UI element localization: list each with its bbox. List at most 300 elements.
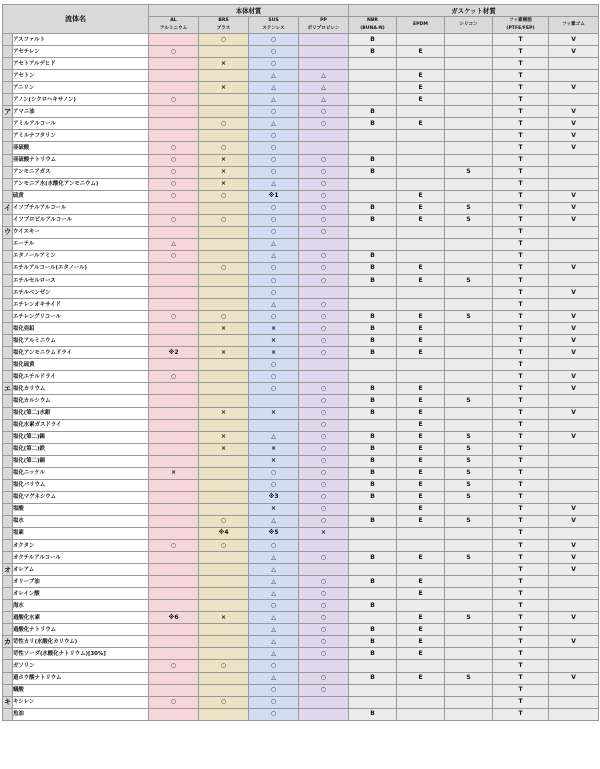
compatibility-cell: T [493,527,549,539]
compatibility-cell: T [493,467,549,479]
compatibility-cell [199,130,249,142]
compatibility-cell [149,407,199,419]
compatibility-cell: T [493,323,549,335]
compatibility-cell: ○ [299,588,349,600]
compatibility-cell: T [493,576,549,588]
table-row [3,359,599,371]
column-header [199,17,249,34]
fluid-name: オクタン [13,540,149,552]
compatibility-cell [349,588,397,600]
table-row [3,648,599,660]
compatibility-cell [349,190,397,202]
kana-group-label [3,311,13,323]
compatibility-cell: B [349,576,397,588]
compatibility-cell [445,299,493,311]
fluid-name: エチルセルロース [13,274,149,286]
compatibility-cell: ○ [299,684,349,696]
fluid-name: ガソリン [13,660,149,672]
compatibility-cell [299,130,349,142]
compatibility-cell: B [349,214,397,226]
compatibility-cell: ○ [199,515,249,527]
compatibility-cell: B [349,46,397,58]
compatibility-cell: × [199,58,249,70]
compatibility-cell: ○ [249,226,299,238]
compatibility-cell [199,371,249,383]
compatibility-cell: ○ [249,58,299,70]
compatibility-cell [299,359,349,371]
compatibility-cell: ○ [249,684,299,696]
fluid-name: アスファルト [13,34,149,46]
compatibility-cell: B [349,636,397,648]
table-row [3,335,599,347]
compatibility-cell: E [397,515,445,527]
compatibility-cell: ○ [249,287,299,299]
compatibility-cell [299,238,349,250]
compatibility-cell: ○ [199,540,249,552]
compatibility-cell [149,383,199,395]
compatibility-cell [445,178,493,190]
compatibility-cell [149,287,199,299]
column-header [349,17,397,34]
table-row [3,540,599,552]
compatibility-cell: T [493,395,549,407]
compatibility-cell: E [397,274,445,286]
compatibility-cell: T [493,311,549,323]
compatibility-cell [445,624,493,636]
table-row [3,636,599,648]
compatibility-cell [149,395,199,407]
compatibility-cell: T [493,287,549,299]
compatibility-cell [349,142,397,154]
compatibility-cell [445,70,493,82]
compatibility-cell: S [445,491,493,503]
compatibility-cell: T [493,648,549,660]
compatibility-cell: ○ [299,347,349,359]
kana-group-label [3,431,13,443]
fluid-name: 塩化アルミニウム [13,335,149,347]
fluid-name: 塩化硫黄 [13,359,149,371]
fluid-name: イソプロピルアルコール [13,214,149,226]
fluid-name: アセチレン [13,46,149,58]
compatibility-cell: × [249,455,299,467]
compatibility-cell: ○ [149,371,199,383]
compatibility-cell [397,684,445,696]
kana-group-label [3,419,13,431]
column-header-label: ポリプロピレン [307,26,340,32]
compatibility-cell [149,564,199,576]
fluid-name: 塩化(第二)水銀 [13,407,149,419]
compatibility-cell: V [549,503,599,515]
compatibility-cell [149,648,199,660]
header-fluid-name: 流体名 [3,5,149,34]
table-row [3,696,599,708]
column-header [445,17,493,34]
fluid-name: 塩化エチルドライ [13,371,149,383]
kana-group-label [3,443,13,455]
compatibility-cell [349,287,397,299]
compatibility-cell: S [445,455,493,467]
compatibility-cell [199,202,249,214]
compatibility-cell [349,540,397,552]
kana-group-label [3,455,13,467]
compatibility-cell: ○ [299,202,349,214]
compatibility-cell: × [249,347,299,359]
fluid-name: アミルナフタリン [13,130,149,142]
compatibility-cell: V [549,540,599,552]
table-row [3,600,599,612]
compatibility-cell [445,419,493,431]
compatibility-cell [299,564,349,576]
compatibility-cell [549,479,599,491]
compatibility-cell [445,407,493,419]
compatibility-cell: V [549,130,599,142]
compatibility-cell [149,455,199,467]
compatibility-cell: B [349,467,397,479]
compatibility-cell: V [549,142,599,154]
fluid-name: 亜硫酸 [13,142,149,154]
compatibility-cell [149,299,199,311]
compatibility-cell: E [397,335,445,347]
compatibility-cell: ○ [249,708,299,720]
compatibility-cell [149,515,199,527]
fluid-name: 塩水 [13,515,149,527]
compatibility-cell: ○ [299,166,349,178]
compatibility-cell: T [493,335,549,347]
compatibility-cell [549,648,599,660]
compatibility-cell [299,660,349,672]
compatibility-cell: T [493,564,549,576]
compatibility-cell [199,383,249,395]
kana-group-label [3,371,13,383]
compatibility-cell [445,708,493,720]
compatibility-cell [445,383,493,395]
kana-group-label: カ [3,636,13,648]
compatibility-cell [397,58,445,70]
compatibility-cell [199,576,249,588]
compatibility-cell: T [493,588,549,600]
compatibility-cell: T [493,624,549,636]
compatibility-cell: ○ [199,696,249,708]
fluid-name: 塩化亜鉛 [13,323,149,335]
compatibility-cell [149,431,199,443]
compatibility-cell: T [493,407,549,419]
compatibility-cell [149,491,199,503]
compatibility-cell [199,94,249,106]
compatibility-cell [349,527,397,539]
compatibility-cell [149,226,199,238]
compatibility-cell [199,46,249,58]
column-header-code: EPDM [413,22,428,28]
compatibility-cell: ○ [199,190,249,202]
compatibility-cell: ○ [299,299,349,311]
compatibility-cell: V [549,612,599,624]
compatibility-cell: E [397,323,445,335]
table-row [3,552,599,564]
compatibility-cell: ○ [149,311,199,323]
table-row [3,588,599,600]
compatibility-cell: ○ [299,250,349,262]
compatibility-cell: T [493,166,549,178]
kana-group-label: キ [3,696,13,708]
compatibility-cell [149,359,199,371]
compatibility-cell: V [549,118,599,130]
compatibility-cell: ○ [149,46,199,58]
compatibility-cell [445,130,493,142]
compatibility-cell: B [349,262,397,274]
fluid-name: 塩化(第二)鉄 [13,443,149,455]
compatibility-cell: E [397,467,445,479]
compatibility-cell: ○ [249,371,299,383]
compatibility-cell [199,672,249,684]
table-row [3,262,599,274]
compatibility-cell: × [199,178,249,190]
compatibility-cell [149,323,199,335]
column-header-code: PP [320,18,327,24]
compatibility-cell: T [493,552,549,564]
compatibility-cell [199,70,249,82]
compatibility-cell [199,600,249,612]
compatibility-cell: B [349,552,397,564]
compatibility-cell: ※5 [249,527,299,539]
table-row [3,383,599,395]
compatibility-cell: B [349,624,397,636]
fluid-name: 塩化水素ガスドライ [13,419,149,431]
column-header [397,17,445,34]
compatibility-cell: T [493,262,549,274]
compatibility-cell: T [493,636,549,648]
compatibility-cell [445,154,493,166]
compatibility-cell: B [349,383,397,395]
fluid-name: エーテル [13,238,149,250]
compatibility-cell [199,250,249,262]
compatibility-cell: T [493,503,549,515]
compatibility-cell: V [549,431,599,443]
compatibility-cell: E [397,431,445,443]
compatibility-cell [549,70,599,82]
compatibility-cell [299,287,349,299]
compatibility-cell [397,708,445,720]
table-row [3,443,599,455]
compatibility-cell [549,154,599,166]
compatibility-cell: ○ [299,612,349,624]
compatibility-cell [445,540,493,552]
header-gasket-material: ガスケット材質 [349,5,599,17]
table-row [3,94,599,106]
compatibility-cell: △ [249,118,299,130]
compatibility-cell [397,238,445,250]
compatibility-cell: E [397,214,445,226]
compatibility-cell: ○ [299,178,349,190]
compatibility-cell: V [549,515,599,527]
compatibility-cell: T [493,46,549,58]
compatibility-cell [549,696,599,708]
table-row [3,154,599,166]
kana-group-label: ア [3,106,13,118]
compatibility-cell: ○ [149,214,199,226]
kana-group-label: エ [3,383,13,395]
compatibility-cell: ○ [299,648,349,660]
compatibility-cell [349,660,397,672]
compatibility-cell [397,178,445,190]
compatibility-cell: B [349,118,397,130]
compatibility-cell [397,226,445,238]
fluid-name: 魚油 [13,708,149,720]
compatibility-cell: △ [299,94,349,106]
compatibility-cell: ○ [249,262,299,274]
compatibility-cell: ○ [149,660,199,672]
compatibility-cell: B [349,166,397,178]
compatibility-cell [397,527,445,539]
compatibility-cell: T [493,226,549,238]
kana-group-label [3,287,13,299]
compatibility-cell: E [397,648,445,660]
compatibility-cell [549,419,599,431]
compatibility-cell [397,106,445,118]
compatibility-cell [149,335,199,347]
compatibility-cell: T [493,94,549,106]
compatibility-cell: × [149,467,199,479]
fluid-name: 塩素 [13,527,149,539]
compatibility-cell: △ [249,624,299,636]
compatibility-cell: ○ [249,142,299,154]
compatibility-cell: T [493,34,549,46]
compatibility-cell: E [397,491,445,503]
compatibility-cell [549,491,599,503]
compatibility-cell: E [397,479,445,491]
kana-group-label [3,118,13,130]
compatibility-cell: ○ [249,467,299,479]
compatibility-cell [549,94,599,106]
compatibility-cell: ○ [299,576,349,588]
table-row [3,106,599,118]
kana-group-label: イ [3,202,13,214]
table-row [3,515,599,527]
table-row [3,455,599,467]
kana-group-label [3,515,13,527]
compatibility-cell: △ [249,576,299,588]
compatibility-cell: T [493,515,549,527]
column-header-code: フッ素ゴム [562,22,585,28]
table-row [3,371,599,383]
table-row [3,118,599,130]
compatibility-cell [349,58,397,70]
table-row [3,287,599,299]
compatibility-cell: ○ [299,190,349,202]
compatibility-cell [549,684,599,696]
compatibility-cell: T [493,202,549,214]
compatibility-cell [349,94,397,106]
kana-group-label [3,154,13,166]
kana-group-label [3,395,13,407]
compatibility-cell [397,34,445,46]
compatibility-cell: E [397,46,445,58]
compatibility-cell: V [549,106,599,118]
compatibility-cell [549,166,599,178]
compatibility-cell: E [397,612,445,624]
compatibility-cell [549,467,599,479]
compatibility-cell [445,226,493,238]
compatibility-cell [199,238,249,250]
column-header-label: (PTFE/FEP) [506,26,535,32]
fluid-name: エタノールアミン [13,250,149,262]
compatibility-cell: T [493,190,549,202]
compatibility-cell [445,142,493,154]
compatibility-cell: ○ [299,419,349,431]
fluid-name: キシレン [13,696,149,708]
compatibility-cell: T [493,106,549,118]
compatibility-cell [349,371,397,383]
compatibility-cell: B [349,407,397,419]
header-body-material: 本体材質 [149,5,349,17]
compatibility-cell [199,564,249,576]
compatibility-cell [445,564,493,576]
compatibility-cell: △ [299,70,349,82]
compatibility-cell: V [549,407,599,419]
fluid-name: アマニ油 [13,106,149,118]
compatibility-cell: ○ [199,660,249,672]
compatibility-cell [349,564,397,576]
compatibility-cell [445,527,493,539]
compatibility-cell: B [349,431,397,443]
compatibility-cell: ○ [299,624,349,636]
table-row [3,226,599,238]
compatibility-cell: T [493,118,549,130]
compatibility-cell: ○ [299,395,349,407]
table-row [3,46,599,58]
compatibility-cell [199,335,249,347]
compatibility-cell: V [549,34,599,46]
compatibility-cell: E [397,576,445,588]
compatibility-cell [445,190,493,202]
compatibility-cell [445,287,493,299]
compatibility-cell: △ [249,564,299,576]
compatibility-cell: B [349,347,397,359]
compatibility-cell: ○ [299,214,349,226]
compatibility-cell: S [445,395,493,407]
table-row [3,503,599,515]
table-row [3,250,599,262]
fluid-name: 塩酸 [13,503,149,515]
fluid-name: 塩化バリウム [13,479,149,491]
compatibility-cell [199,491,249,503]
compatibility-cell: ○ [249,600,299,612]
compatibility-cell: V [549,672,599,684]
compatibility-cell: B [349,274,397,286]
compatibility-cell: E [397,70,445,82]
compatibility-cell: V [549,552,599,564]
compatibility-cell [149,684,199,696]
column-header-code: AL [170,18,177,24]
compatibility-cell [549,527,599,539]
kana-group-label [3,178,13,190]
compatibility-cell: S [445,467,493,479]
compatibility-cell: × [249,443,299,455]
compatibility-cell: ○ [299,552,349,564]
compatibility-cell: B [349,335,397,347]
kana-group-label [3,94,13,106]
compatibility-cell: △ [249,82,299,94]
compatibility-cell: T [493,708,549,720]
compatibility-cell: E [397,624,445,636]
compatibility-cell: S [445,311,493,323]
kana-group-label [3,335,13,347]
compatibility-cell: ○ [299,636,349,648]
compatibility-cell: T [493,696,549,708]
compatibility-cell [445,262,493,274]
compatibility-cell [397,250,445,262]
compatibility-cell [199,274,249,286]
kana-group-label [3,130,13,142]
